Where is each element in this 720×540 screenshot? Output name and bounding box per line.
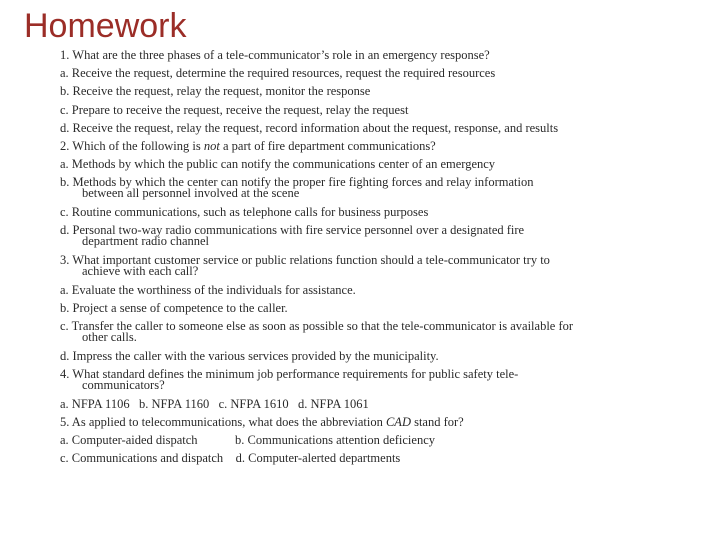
question-text: 2. Which of the following is — [60, 138, 204, 153]
answer-text: c. Routine communications, such as telephone calls for business purposes — [60, 205, 429, 219]
answer-1a — [60, 67, 700, 79]
question-text: 4. What standard defines the minimum job performance requirements for public safety tele- — [60, 366, 519, 381]
question-5 — [60, 416, 700, 428]
question-1 — [60, 49, 700, 61]
question-text: a part of fire department communications? — [219, 138, 436, 153]
answer-text: a. Receive the request, determine the required resources, request the required resources — [60, 66, 496, 81]
answer-text: a. Methods by which the public can notify the communications center of an emergency — [60, 157, 496, 172]
answers-5cd — [60, 452, 700, 464]
answers-5ab — [60, 434, 700, 446]
answer-text: a. NFPA 1106 b. NFPA 1160 c. NFPA 1610 d. NFPA 1061 — [60, 396, 369, 411]
answer-text: c. Transfer the caller to someone else as soon as possible so that the tele-communicator is available for — [60, 318, 574, 333]
answer-3a — [60, 284, 700, 296]
answer-text: d. Personal two-way radio communications with fire service personnel over a designated fire — [60, 223, 525, 238]
homework-questions — [60, 49, 700, 470]
question-text-continued: communicators? — [82, 377, 165, 392]
answer-3c — [60, 320, 700, 344]
answer-2c — [60, 206, 700, 218]
answer-text-continued: department radio channel — [82, 234, 210, 249]
question-text: 5. As applied to telecommunications, what does the abbreviation — [60, 414, 386, 429]
emphasis-text: CAD — [385, 414, 411, 429]
answer-text: d. Impress the caller with the various services provided by the municipality. — [60, 348, 439, 363]
question-text: 3. What important customer service or public relations function should a tele-communicator try to — [60, 252, 550, 267]
answer-text-continued: other calls. — [82, 329, 137, 344]
question-text: 1. What are the three phases of a tele-communicator’s role in an emergency response? — [60, 48, 490, 62]
answer-text: b. Project a sense of competence to the caller. — [60, 300, 288, 315]
answer-text: c. Communications and dispatch d. Computer-alerted departments — [60, 451, 401, 466]
answer-text: b. Receive the request, relay the request, monitor the response — [60, 84, 371, 99]
question-3 — [60, 254, 700, 278]
answers-4 — [60, 398, 700, 410]
question-2 — [60, 140, 700, 152]
answer-text: c. Prepare to receive the request, receive the request, relay the request — [60, 102, 409, 117]
answer-text: b. Methods by which the center can notify the proper fire fighting forces and relay information — [60, 175, 534, 190]
answer-1b — [60, 85, 700, 97]
answer-3d — [60, 350, 700, 362]
answer-text: a. Computer-aided dispatch b. Communications attention deficiency — [60, 432, 436, 447]
answer-1c — [60, 104, 700, 116]
answer-2b — [60, 176, 700, 200]
answer-2a — [60, 158, 700, 170]
answer-2d — [60, 224, 700, 248]
answer-text-continued: between all personnel involved at the scene — [82, 186, 300, 201]
answer-1d — [60, 122, 700, 134]
question-text-continued: achieve with each call? — [82, 263, 199, 278]
answer-text: a. Evaluate the worthiness of the individuals for assistance. — [60, 282, 356, 297]
answer-text: d. Receive the request, relay the request, record information about the request, response, and results — [60, 120, 559, 135]
question-4 — [60, 368, 700, 392]
question-text: stand for? — [410, 414, 464, 429]
slide-title: Homework — [24, 7, 187, 45]
emphasis-text: not — [203, 138, 220, 153]
answer-3b — [60, 302, 700, 314]
